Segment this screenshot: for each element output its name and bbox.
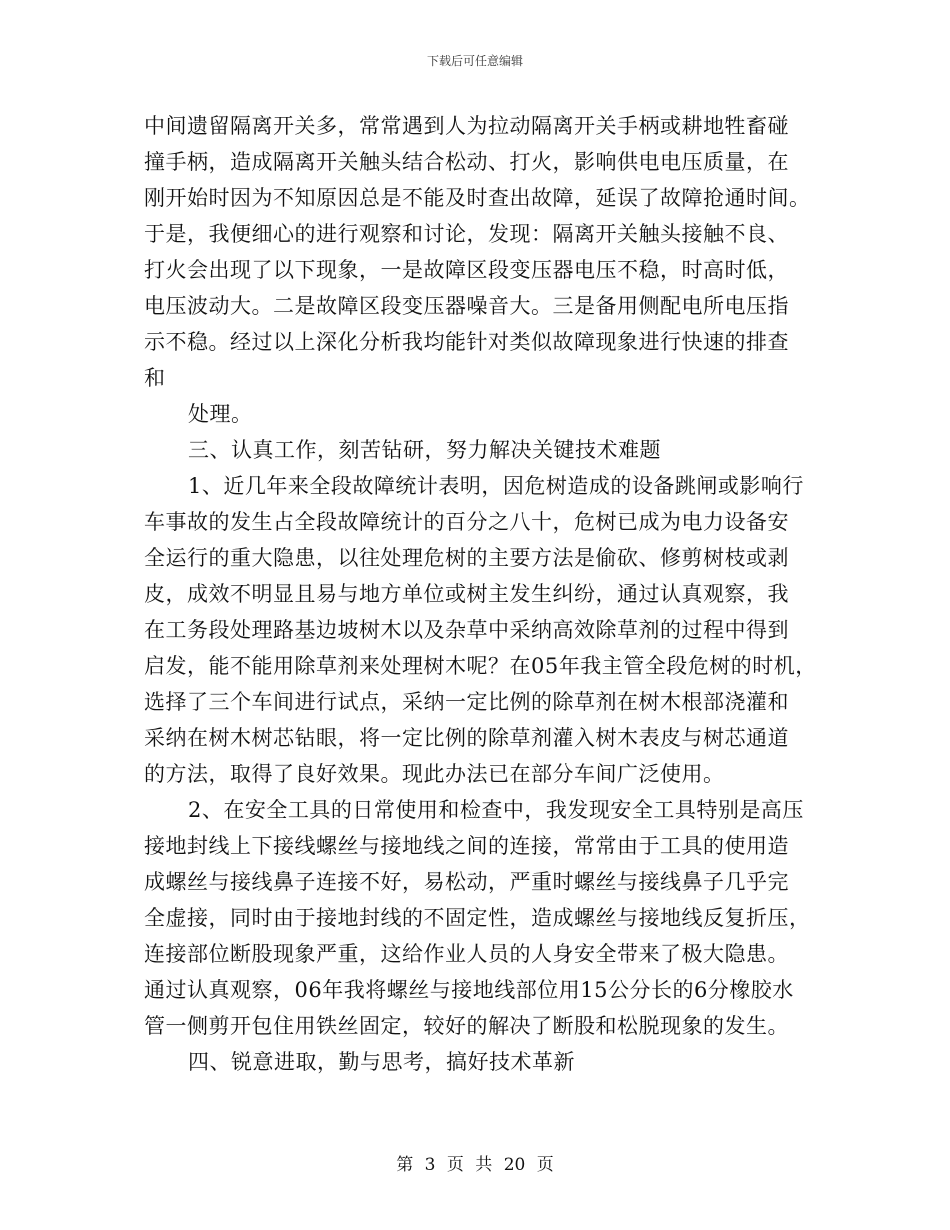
text-line: 于是，我便细心的进行观察和讨论，发现：隔离开关触头接触不良、 <box>144 222 789 246</box>
text-line: 连接部位断股现象严重，这给作业人员的人身安全带来了极大隐患。 <box>144 942 789 966</box>
text-line: 中间遗留隔离开关多，常常遇到人为拉动隔离开关手柄或耕地牲畜碰 <box>144 114 789 138</box>
text-line: 三、认真工作，刻苦钻研，努力解决关键技术难题 <box>188 438 661 462</box>
text-line: 2、在安全工具的日常使用和检查中，我发现安全工具特别是高压 <box>188 798 804 822</box>
text-line: 刚开始时因为不知原因总是不能及时查出故障，延误了故障抢通时间。 <box>144 186 811 210</box>
text-line: 电压波动大。二是故障区段变压器噪音大。三是备用侧配电所电压指 <box>144 294 789 318</box>
text-line: 处理。 <box>188 402 253 426</box>
document-body <box>144 108 824 1080</box>
page-number: 第 3 页 共 20 页 <box>396 1155 554 1175</box>
text-line: 启发，能不能用除草剂来处理树木呢？在05年我主管全段危树的时机， <box>144 654 817 678</box>
text-line: 四、锐意进取，勤与思考，搞好技术革新 <box>188 1050 575 1074</box>
text-line: 通过认真观察，06年我将螺丝与接地线部位用15公分长的6分橡胶水 <box>144 978 794 1002</box>
text-line: 管一侧剪开包住用铁丝固定，较好的解决了断股和松脱现象的发生。 <box>144 1014 789 1038</box>
text-line: 成螺丝与接线鼻子连接不好，易松动，严重时螺丝与接线鼻子几乎完 <box>144 870 789 894</box>
text-line: 全运行的重大隐患，以往处理危树的主要方法是偷砍、修剪树枝或剥 <box>144 546 789 570</box>
text-line: 接地封线上下接线螺丝与接地线之间的连接，常常由于工具的使用造 <box>144 834 789 858</box>
page-header-note: 下载后可任意编辑 <box>426 54 523 68</box>
text-line: 全虚接，同时由于接地封线的不固定性，造成螺丝与接地线反复折压， <box>144 906 811 930</box>
text-line: 和 <box>144 366 166 390</box>
text-line: 撞手柄，造成隔离开关触头结合松动、打火，影响供电电压质量，在 <box>144 150 789 174</box>
text-line: 的方法，取得了良好效果。现此办法已在部分车间广泛使用。 <box>144 762 725 786</box>
text-line: 车事故的发生占全段故障统计的百分之八十，危树已成为电力设备安 <box>144 510 789 534</box>
text-line: 在工务段处理路基边坡树木以及杂草中采纳高效除草剂的过程中得到 <box>144 618 789 642</box>
text-line: 皮，成效不明显且易与地方单位或树主发生纠纷，通过认真观察，我 <box>144 582 789 606</box>
text-line: 1、近几年来全段故障统计表明，因危树造成的设备跳闸或影响行 <box>188 474 804 498</box>
text-line: 示不稳。经过以上深化分析我均能针对类似故障现象进行快速的排查 <box>144 330 789 354</box>
text-line: 采纳在树木树芯钻眼，将一定比例的除草剂灌入树木表皮与树芯通道 <box>144 726 789 750</box>
text-line: 打火会出现了以下现象，一是故障区段变压器电压不稳，时高时低， <box>144 258 789 282</box>
text-line: 选择了三个车间进行试点，采纳一定比例的除草剂在树木根部浇灌和 <box>144 690 789 714</box>
